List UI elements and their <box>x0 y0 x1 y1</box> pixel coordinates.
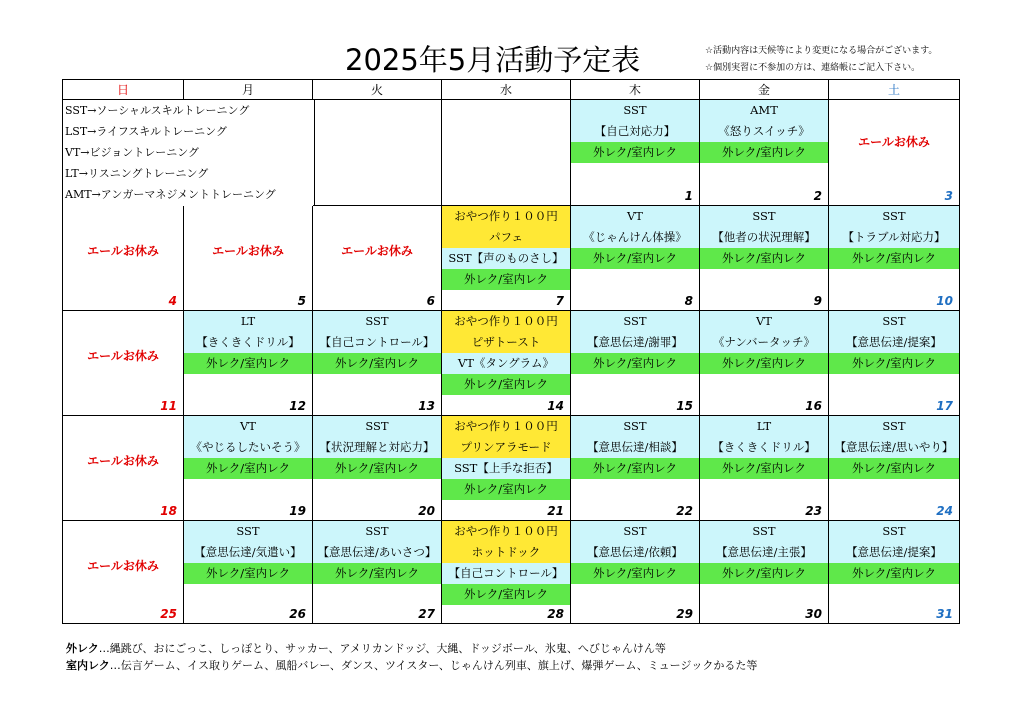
activity-recreation: 外レク/室内レク <box>571 248 699 269</box>
day-cell <box>313 311 442 416</box>
activity-training: 【状況理解と対応力】 <box>313 437 441 458</box>
activity-training: SST <box>313 416 441 437</box>
legend-item: SST→ソーシャルスキルトレーニング <box>65 104 250 117</box>
legend-item: LST→ライフスキルトレーニング <box>65 125 227 138</box>
activity-recreation: 外レク/室内レク <box>571 458 699 479</box>
date-number: 24 <box>936 504 953 518</box>
footer-outdoor <box>66 640 666 656</box>
footer-outdoor-text: …縄跳び、おにごっこ、しっぽとり、サッカー、アメリカンドッジ、大縄、ドッジボール、氷鬼、へびじゃんけん等 <box>98 642 666 655</box>
activity-recreation: 外レク/室内レク <box>829 563 959 584</box>
weekday-header: 火 <box>313 80 442 100</box>
note-absence: ☆個別実習に不参加の方は、連絡帳にご記入下さい。 <box>705 63 921 73</box>
activity-snack: ピザトースト <box>442 332 570 353</box>
legend-item: LT→リスニングトレーニング <box>65 167 209 180</box>
day-cell <box>313 521 442 623</box>
day-cell <box>700 206 829 311</box>
date-number: 5 <box>297 294 306 308</box>
activity-training: 【他者の状況理解】 <box>700 227 828 248</box>
activity-recreation: 外レク/室内レク <box>313 353 441 374</box>
activity-recreation: 外レク/室内レク <box>700 248 828 269</box>
day-cell <box>829 206 959 311</box>
activity-training: LT <box>700 416 828 437</box>
activity-training: VT <box>571 206 699 227</box>
page-title: 2025年5月活動予定表 <box>345 43 641 77</box>
day-cell <box>829 416 959 521</box>
date-number: 16 <box>805 399 822 413</box>
activity-recreation: 外レク/室内レク <box>700 142 828 163</box>
day-cell <box>571 521 700 623</box>
activity-recreation: 外レク/室内レク <box>700 458 828 479</box>
activity-recreation: 外レク/室内レク <box>184 353 312 374</box>
day-cell <box>442 521 571 623</box>
activity-training: SST <box>829 311 959 332</box>
activity-recreation: 外レク/室内レク <box>571 563 699 584</box>
holiday-label: エールお休み <box>858 135 930 149</box>
day-cell <box>829 311 959 416</box>
date-number: 21 <box>547 504 564 518</box>
activity-training: 《やじるしたいそう》 <box>184 437 312 458</box>
activity-training: SST <box>829 521 959 542</box>
day-cell <box>313 416 442 521</box>
activity-training: 《怒りスイッチ》 <box>700 121 828 142</box>
day-cell <box>700 100 829 206</box>
day-cell <box>184 311 313 416</box>
activity-recreation: 外レク/室内レク <box>184 563 312 584</box>
date-number: 8 <box>684 294 693 308</box>
date-number: 31 <box>936 607 953 621</box>
calendar-table <box>62 79 960 624</box>
activity-training: 【意思伝達/提案】 <box>829 542 959 563</box>
activity-recreation: 外レク/室内レク <box>442 479 570 500</box>
day-cell <box>184 206 313 311</box>
activity-snack: おやつ作り１００円 <box>442 521 570 542</box>
date-number: 14 <box>547 399 564 413</box>
date-number: 9 <box>813 294 822 308</box>
day-cell <box>571 206 700 311</box>
note-weather: ☆活動内容は天候等により変更になる場合がございます。 <box>705 46 938 56</box>
activity-training: 【意思伝達/依頼】 <box>571 542 699 563</box>
activity-snack: ホットドック <box>442 542 570 563</box>
day-cell <box>571 311 700 416</box>
day-cell <box>63 521 184 623</box>
day-cell <box>442 206 571 311</box>
holiday-label: エールお休み <box>87 244 159 258</box>
activity-training: 【自己コントロール】 <box>313 332 441 353</box>
activity-recreation: 外レク/室内レク <box>571 142 699 163</box>
activity-training: SST <box>313 311 441 332</box>
date-number: 17 <box>936 399 953 413</box>
date-number: 12 <box>289 399 306 413</box>
activity-training: VT《タングラム》 <box>442 353 570 374</box>
activity-recreation: 外レク/室内レク <box>442 584 570 605</box>
date-number: 27 <box>418 607 435 621</box>
activity-recreation: 外レク/室内レク <box>829 248 959 269</box>
holiday-label: エールお休み <box>87 559 159 573</box>
date-number: 25 <box>160 607 177 621</box>
weekday-header: 水 <box>442 80 571 100</box>
date-number: 13 <box>418 399 435 413</box>
day-cell <box>442 416 571 521</box>
weekday-header: 月 <box>184 80 313 100</box>
footer-outdoor-label: 外レク <box>66 642 99 655</box>
day-cell <box>184 521 313 623</box>
activity-training: AMT <box>700 100 828 121</box>
activity-training: 【自己対応力】 <box>571 121 699 142</box>
weekday-header: 木 <box>571 80 700 100</box>
holiday-label: エールお休み <box>212 244 284 258</box>
activity-recreation: 外レク/室内レク <box>442 269 570 290</box>
date-number: 6 <box>426 294 435 308</box>
weekday-header: 金 <box>700 80 829 100</box>
activity-recreation: 外レク/室内レク <box>829 458 959 479</box>
activity-recreation: 外レク/室内レク <box>313 563 441 584</box>
activity-training: SST <box>829 416 959 437</box>
activity-training: SST <box>571 521 699 542</box>
activity-snack: おやつ作り１００円 <box>442 311 570 332</box>
activity-training: 【きくきくドリル】 <box>184 332 312 353</box>
weekday-header: 土 <box>829 80 959 100</box>
day-cell <box>63 311 184 416</box>
day-cell <box>700 521 829 623</box>
activity-training: 【意思伝達/気遣い】 <box>184 542 312 563</box>
activity-snack: パフェ <box>442 227 570 248</box>
activity-training: 【意思伝達/謝罪】 <box>571 332 699 353</box>
date-number: 3 <box>944 189 953 203</box>
activity-recreation: 外レク/室内レク <box>700 353 828 374</box>
day-cell <box>571 100 700 206</box>
date-number: 22 <box>676 504 693 518</box>
day-cell <box>571 416 700 521</box>
activity-recreation: 外レク/室内レク <box>700 563 828 584</box>
date-number: 11 <box>160 399 177 413</box>
activity-training: 《ナンバータッチ》 <box>700 332 828 353</box>
day-cell <box>63 206 184 311</box>
day-cell <box>700 416 829 521</box>
activity-training: 【意思伝達/あいさつ】 <box>313 542 441 563</box>
activity-recreation: 外レク/室内レク <box>313 458 441 479</box>
holiday-label: エールお休み <box>341 244 413 258</box>
day-cell <box>184 416 313 521</box>
activity-recreation: 外レク/室内レク <box>442 374 570 395</box>
activity-snack: おやつ作り１００円 <box>442 206 570 227</box>
activity-training: 【意思伝達/思いやり】 <box>829 437 959 458</box>
day-cell <box>442 311 571 416</box>
day-cell <box>829 521 959 623</box>
date-number: 30 <box>805 607 822 621</box>
activity-training: VT <box>700 311 828 332</box>
footer-indoor-label: 室内レク <box>66 659 110 672</box>
date-number: 20 <box>418 504 435 518</box>
day-cell-empty <box>442 100 571 206</box>
date-number: 15 <box>676 399 693 413</box>
activity-training: SST <box>571 311 699 332</box>
legend-item: VT→ビジョントレーニング <box>65 146 200 159</box>
activity-training: SST <box>700 206 828 227</box>
activity-training: SST【声のものさし】 <box>442 248 570 269</box>
activity-training: SST <box>571 100 699 121</box>
day-cell <box>829 100 959 206</box>
date-number: 7 <box>555 294 564 308</box>
date-number: 1 <box>684 189 693 203</box>
date-number: 4 <box>168 294 177 308</box>
activity-training: VT <box>184 416 312 437</box>
activity-training: SST <box>571 416 699 437</box>
activity-training: SST【上手な拒否】 <box>442 458 570 479</box>
day-cell <box>63 416 184 521</box>
activity-snack: おやつ作り１００円 <box>442 416 570 437</box>
activity-training: 【意思伝達/相談】 <box>571 437 699 458</box>
activity-training: 【意思伝達/主張】 <box>700 542 828 563</box>
footer-indoor-text: …伝言ゲーム、イス取りゲーム、風船バレー、ダンス、ツイスター、じゃんけん列車、旗上げ、爆弾ゲーム、ミュージックかるた等 <box>109 659 758 672</box>
activity-recreation: 外レク/室内レク <box>829 353 959 374</box>
date-number: 26 <box>289 607 306 621</box>
activity-training: SST <box>313 521 441 542</box>
activity-training: 【意思伝達/提案】 <box>829 332 959 353</box>
weekday-header: 日 <box>63 80 184 100</box>
day-cell <box>700 311 829 416</box>
activity-snack: プリンアラモード <box>442 437 570 458</box>
date-number: 28 <box>547 607 564 621</box>
day-cell <box>313 206 442 311</box>
day-cell-empty <box>313 100 442 206</box>
activity-training: SST <box>700 521 828 542</box>
activity-training: 【きくきくドリル】 <box>700 437 828 458</box>
date-number: 2 <box>813 189 822 203</box>
date-number: 18 <box>160 504 177 518</box>
date-number: 23 <box>805 504 822 518</box>
activity-training: 《じゃんけん体操》 <box>571 227 699 248</box>
holiday-label: エールお休み <box>87 349 159 363</box>
activity-training: SST <box>829 206 959 227</box>
activity-training: SST <box>184 521 312 542</box>
date-number: 19 <box>289 504 306 518</box>
legend-item: AMT→アンガーマネジメントトレーニング <box>65 188 276 201</box>
date-number: 29 <box>676 607 693 621</box>
activity-training: 【自己コントロール】 <box>442 563 570 584</box>
activity-recreation: 外レク/室内レク <box>184 458 312 479</box>
activity-recreation: 外レク/室内レク <box>571 353 699 374</box>
activity-training: 【トラブル対応力】 <box>829 227 959 248</box>
activity-training: LT <box>184 311 312 332</box>
date-number: 10 <box>936 294 953 308</box>
abbreviation-legend <box>63 100 315 206</box>
footer-indoor <box>66 657 757 673</box>
holiday-label: エールお休み <box>87 454 159 468</box>
